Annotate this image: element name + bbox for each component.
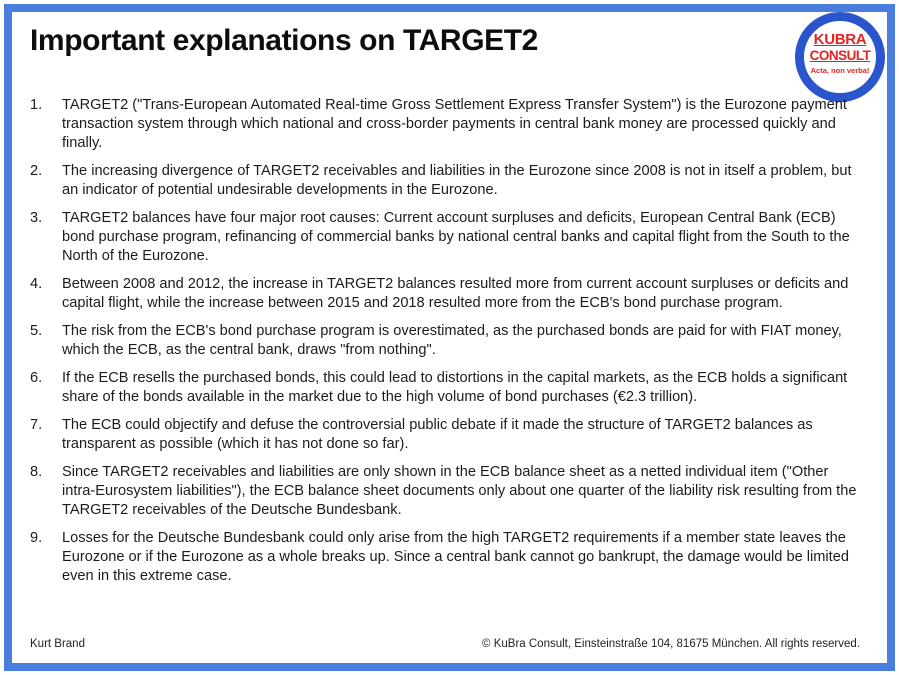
numbered-list (30, 96, 860, 595)
list-item (30, 162, 860, 200)
list-item (30, 369, 860, 407)
list-item-number: 5. (30, 323, 43, 339)
slide-footer (30, 637, 860, 651)
footer-copyright: © KuBra Consult, Einsteinstraße 104, 81675 München. All rights reserved. (482, 638, 860, 650)
list-item (30, 322, 860, 360)
list-item-text: TARGET2 balances have four major root causes: Current account surpluses and deficits, European Central Bank (ECB) bond purchase program, refinancing of commercial banks by national central banks and capital flight from the South to the North of the Eurozone. (62, 210, 850, 264)
list-item-number: 9. (30, 530, 43, 546)
list-item-text: Losses for the Deutsche Bundesbank could only arise from the high TARGET2 requirements if a member state leaves the Eurozone or if the Eurozone as a whole breaks up. Since a central bank cannot go bankrupt, the damage would be limited even in this extreme case. (62, 530, 849, 584)
list-item-text: Since TARGET2 receivables and liabilities are only shown in the ECB balance sheet as a netted individual item ("Other intra-Eurosystem liabilities"), the ECB balance sheet documents only about one quarter of the liability risk resulting from the TARGET2 receivables of the Deutsche Bundesbank. (62, 464, 857, 518)
list-item-number: 8. (30, 464, 43, 480)
list-item-text: The risk from the ECB's bond purchase program is overestimated, as the purchased bonds are paid for with FIAT money, which the ECB, as the central bank, draws "from nothing". (62, 323, 842, 358)
slide (4, 4, 895, 671)
logo-text-consult: CONSULT (809, 48, 871, 63)
slide-title: Important explanations on TARGET2 (30, 24, 538, 57)
list-item-number: 1. (30, 97, 43, 113)
logo-text-kubra: KUBRA (813, 31, 867, 48)
list-item-text: The ECB could objectify and defuse the controversial public debate if it made the structure of TARGET2 balances as transparent as possible (which it has not done so far). (62, 417, 813, 452)
list-item-text: The increasing divergence of TARGET2 receivables and liabilities in the Eurozone since 2008 is not in itself a problem, but an indicator of potential undesirable developments in the Eurozone. (62, 163, 852, 198)
list-item-number: 3. (30, 210, 43, 226)
list-item (30, 209, 860, 266)
list-item (30, 275, 860, 313)
list-item-number: 4. (30, 276, 43, 292)
list-item-number: 7. (30, 417, 43, 433)
list-item (30, 416, 860, 454)
logo-tagline: Acta, non verba! (810, 66, 870, 75)
list-item (30, 96, 860, 153)
list-item-number: 6. (30, 370, 43, 386)
list-item-text: TARGET2 ("Trans-European Automated Real-time Gross Settlement Express Transfer System") is the Eurozone payment transaction system through which national and cross-border payments in central bank money are processed quickly and finally. (62, 97, 847, 151)
list-item (30, 463, 860, 520)
list-item-text: If the ECB resells the purchased bonds, this could lead to distortions in the capital markets, as the ECB holds a significant share of the bonds available in the market due to the high volume of bond purchases (€2.3 trillion). (62, 370, 848, 405)
kubra-consult-logo (795, 12, 885, 102)
list-item-number: 2. (30, 163, 43, 179)
footer-author: Kurt Brand (30, 638, 85, 650)
list-item (30, 529, 860, 586)
list-item-text: Between 2008 and 2012, the increase in TARGET2 balances resulted more from current account surpluses or deficits and capital flight, while the increase between 2015 and 2018 resulted more from the ECB's bond purchase program. (62, 276, 849, 311)
